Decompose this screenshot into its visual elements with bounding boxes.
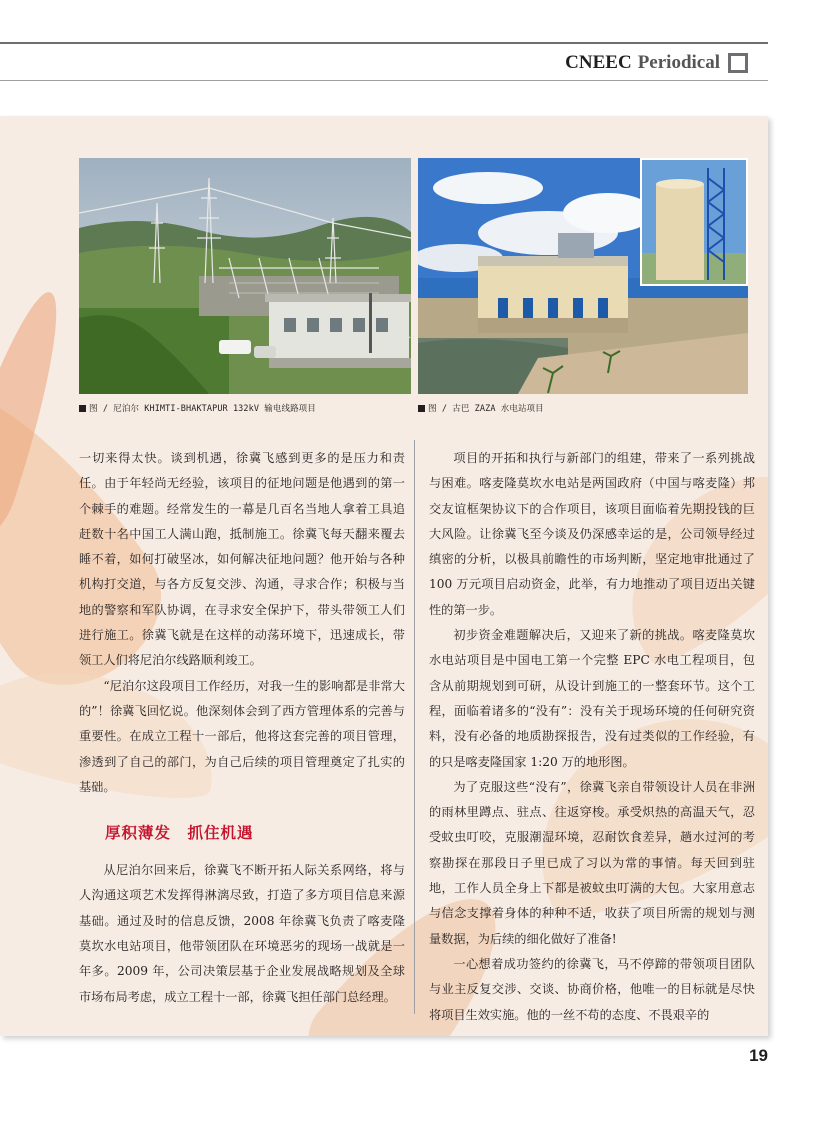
article-left-column	[79, 446, 405, 1010]
caption-nepal	[79, 402, 316, 414]
paragraph: 初步资金难题解决后，又迎来了新的挑战。喀麦隆莫坎水电站项目是中国电工第一个完整 EPC 水电工程项目，包含从前期规划到可研，从设计到施工的一整套环节。这个工程，面临着诸多的“没有”：没有关于现场环境的任何研究资料，没有必备的地质勘探报告，没有过类似的工作经验，有的只是喀麦隆国家 1:20 万的地形图。	[429, 628, 755, 769]
article-right-column	[429, 446, 755, 1028]
paragraph: 为了克服这些“没有”，徐冀飞亲自带领设计人员在非洲的雨林里蹲点、驻点、往返穿梭。承受炽热的高温天气，忍受蚊虫叮咬，克服潮湿环境，忍耐饮食差异，趟水过河的考察勘探在那段日子里已成了习以为常的事情。每天回到驻地，工作人员全身上下都是被蚊虫叮满的大包。大家用意志与信念支撑着身体的种种不适，收获了项目所需的规划与测量数据，为后续的细化做好了准备!	[429, 779, 755, 946]
caption-bullet-icon	[79, 405, 86, 412]
paragraph: 一心想着成功签约的徐冀飞，马不停蹄的带领项目团队与业主反复交涉、交谈、协商价格，他唯一的目标就是尽快将项目生效实施。他的一丝不苟的态度、不畏艰辛的	[429, 956, 755, 1022]
caption-bullet-icon	[418, 405, 425, 412]
photo-nepal-substation	[79, 158, 411, 394]
substation-illustration	[79, 158, 411, 394]
caption-nepal-text: 图 / 尼泊尔 KHIMTI-BHAKTAPUR 132kV 输电线路项目	[89, 404, 316, 414]
masthead-periodical: Periodical	[637, 52, 720, 73]
header-sub-rule	[0, 80, 768, 81]
paragraph: 从尼泊尔回来后，徐冀飞不断开拓人际关系网络，将与人沟通这项艺术发挥得淋漓尽致，打造了多方项目信息来源基础。通过及时的信息反馈，2008 年徐冀飞负责了喀麦隆莫坎水电站项目，他带领团队在环境恶劣的现场一战就是一年多。2009 年，公司决策层基于企业发展战略规划及全球市场布局考虑，成立工程十一部，徐冀飞担任部门总经理。	[79, 863, 405, 1004]
masthead-brand: CNEEC	[565, 52, 632, 73]
section-heading: 厚积薄发 抓住机遇	[105, 824, 254, 843]
paragraph: 项目的开拓和执行与新部门的组建，带来了一系列挑战与困难。喀麦隆莫坎水电站是两国政府（中国与喀麦隆）邦交友谊框架协议下的合作项目，该项目面临着先期投钱的巨大风险。让徐冀飞至今谈及仍深感幸运的是，公司领导经过缜密的分析，以极具前瞻性的市场判断，坚定地审批通过了 100 万元项目启动资金，此举，有力地推动了项目迈出关键性的第一步。	[429, 451, 755, 617]
column-divider	[414, 440, 415, 1014]
hydropower-illustration	[418, 158, 748, 394]
caption-zaza	[418, 402, 544, 414]
masthead	[565, 50, 748, 76]
paragraph: “尼泊尔这段项目工作经历，对我一生的影响都是非常大的”！徐冀飞回忆说。他深刻体会到了西方管理体系的完善与重要性。在成立工程十一部后，他将这套完善的项目管理，渗透到了自己的部门，为自己后续的项目管理奠定了扎实的基础。	[79, 678, 405, 794]
header-top-rule	[0, 42, 768, 44]
page-number: 19	[749, 1046, 768, 1065]
paragraph: 一切来得太快。谈到机遇，徐冀飞感到更多的是压力和责任。由于年轻尚无经验，该项目的征地问题是他遇到的第一个棘手的难题。经常发生的一幕是几百名当地人拿着工具追赶数十名中国工人满山跑，抵制施工。徐冀飞每天翻来覆去睡不着，如何打破坚冰，如何解决征地问题？他开始与各种机构打交道，与各方反复交涉、沟通，寻求合作；积极与当地的警察和军队协调，在寻求安全保护下，带头带领工人们进行施工。徐冀飞就是在这样的动荡环境下，迅速成长，带领工人们将尼泊尔线路顺利竣工。	[79, 451, 405, 668]
photo-zaza-powerhouse	[418, 158, 748, 394]
caption-zaza-text: 图 / 古巴 ZAZA 水电站项目	[428, 404, 544, 414]
square-icon	[728, 53, 748, 73]
